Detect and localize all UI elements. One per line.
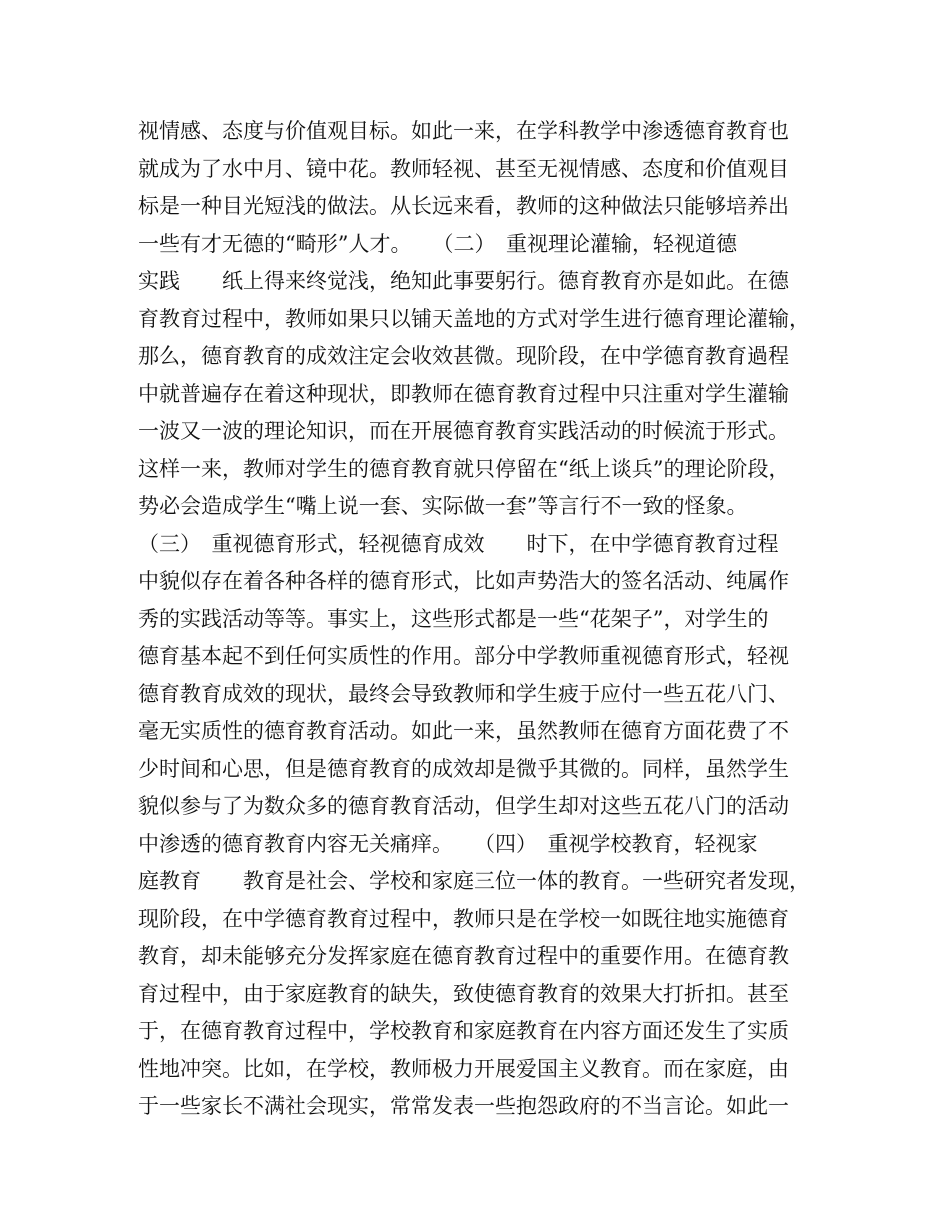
text-line: 中貌似存在着各种各样的德育形式，比如声势浩大的签名活动、纯属作 [138,569,789,593]
text-line: 现阶段，在中学德育教育过程中，教师只是在学校一如既往地实施德育 [138,906,789,931]
text-line: 少时间和心思，但是德育教育的成效却是微乎其微的。同样，虽然学生 [138,756,789,781]
text-line: 中就普遍存在着这种现状，即教师在德育教育过程中只注重对学生灌输 [138,381,789,406]
text-line: 于一些家长不满社会现实，常常发表一些抱怨政府的不当言论。如此一 [138,1094,789,1118]
text-line: 性地冲突。比如，在学校，教师极力开展爱国主义教育。而在家庭，由 [138,1056,789,1081]
text-line: 育教育过程中，教师如果只以铺天盖地的方式对学生进行德育理论灌输， [138,306,810,331]
text-line: 德育基本起不到任何实质性的作用。部分中学教师重视德育形式，轻视 [138,644,789,668]
text-line: 一些有才无德的“畸形”人才。 （二） 重视理论灌输，轻视道德 [138,231,737,256]
text-line: 这样一来，教师对学生的德育教育就只停留在“纸上谈兵”的理论阶段， [138,456,790,481]
text-line: 那么，德育教育的成效注定会收效甚微。现阶段，在中学德育教育過程 [138,344,789,368]
text-line: 标是一种目光短浅的做法。从长远来看，教师的这种做法只能够培养出 [138,194,789,218]
text-line: 就成为了水中月、镜中花。教师轻视、甚至无视情感、态度和价值观目 [138,156,789,181]
text-line: 于，在德育教育过程中，学校教育和家庭教育在内容方面还发生了实质 [138,1019,789,1043]
text-line: 德育教育成效的现状，最终会导致教师和学生疲于应付一些五花八门、 [138,681,789,706]
text-line: 教育，却未能够充分发挥家庭在德育教育过程中的重要作用。在德育教 [138,944,789,968]
text-line: 庭教育 教育是社会、学校和家庭三位一体的教育。一些研究者发现， [138,869,810,893]
text-line: 育过程中，由于家庭教育的缺失，致使德育教育的效果大打折扣。甚至 [138,981,789,1006]
text-line: 视情感、态度与价值观目标。如此一来，在学科教学中渗透德育教育也 [138,119,789,143]
text-line: 秀的实践活动等等。事实上，这些形式都是一些“花架子”，对学生的 [138,606,769,631]
text-line: 貌似参与了为数众多的德育教育活动，但学生却对这些五花八门的活动 [138,794,789,818]
text-line: 一波又一波的理论知识，而在开展德育教育实践活动的时候流于形式。 [138,419,789,443]
text-line: 势必会造成学生“嘴上说一套、实际做一套”等言行不一致的怪象。 [138,494,748,518]
body-text [138,113,828,1126]
text-line: 实践 纸上得来终觉浅，绝知此事要躬行。德育教育亦是如此。在德 [138,269,789,293]
text-line: （三） 重视德育形式，轻视德育成效 时下，在中学德育教育过程 [138,531,779,556]
text-line: 中渗透的德育教育内容无关痛痒。 （四） 重视学校教育，轻视家 [138,831,758,856]
text-line: 毫无实质性的德育教育活动。如此一来，虽然教师在德育方面花费了不 [138,719,789,743]
